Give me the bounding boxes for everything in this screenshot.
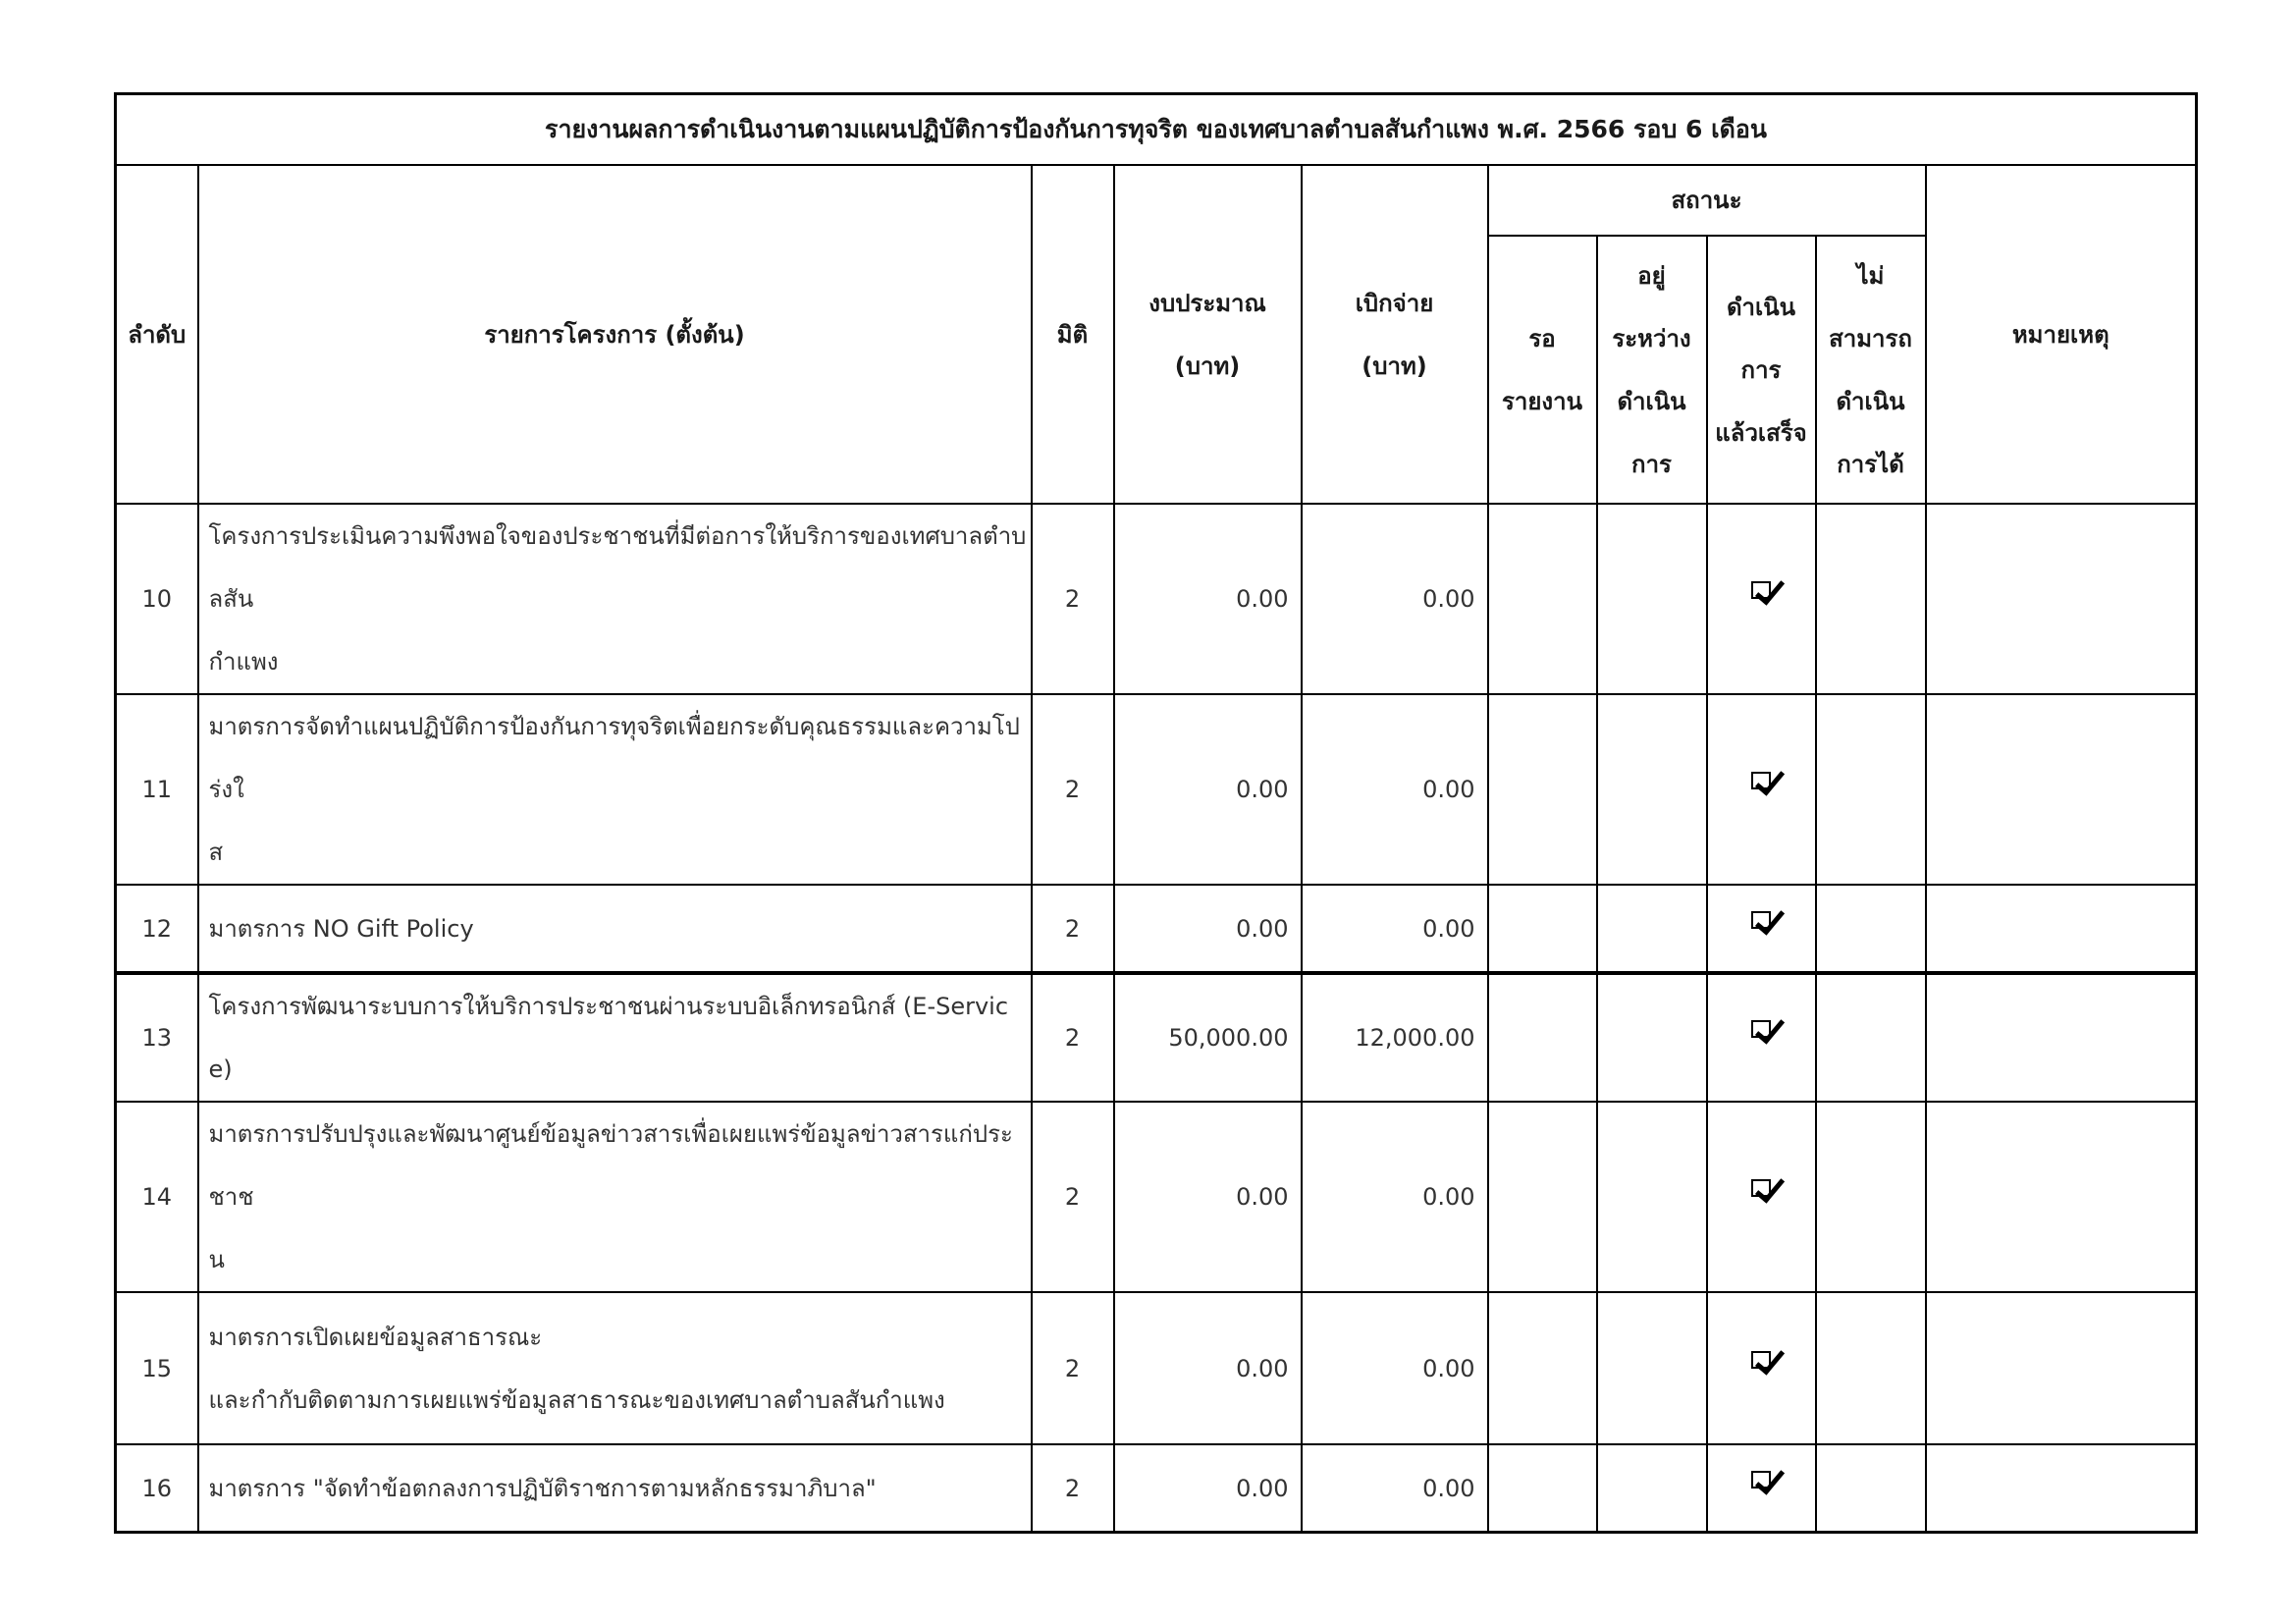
row-status-pending — [1488, 504, 1597, 694]
header-budget-line2: (บาท) — [1174, 352, 1241, 380]
row-status-cannot — [1816, 1292, 1926, 1444]
row-spent: 0.00 — [1302, 1292, 1488, 1444]
row-no: 13 — [116, 973, 198, 1102]
row-project-name — [198, 885, 1032, 973]
header-no: ลำดับ — [116, 165, 198, 504]
title-row — [116, 94, 2197, 166]
header-status-cannot — [1816, 236, 1926, 504]
header-status-done — [1707, 236, 1816, 504]
table-row — [116, 885, 2197, 973]
row-budget: 50,000.00 — [1114, 973, 1302, 1102]
row-status-pending — [1488, 1102, 1597, 1292]
row-remarks — [1926, 1292, 2197, 1444]
row-status-done — [1707, 1102, 1816, 1292]
header-status-pending — [1488, 236, 1597, 504]
row-status-in-progress — [1597, 504, 1707, 694]
row-project-name-line2: น — [208, 1246, 225, 1273]
table-row — [116, 1292, 2197, 1444]
header-status-done-line3: แล้วเสร็จ — [1715, 418, 1807, 447]
row-remarks — [1926, 973, 2197, 1102]
row-project-name — [198, 504, 1032, 694]
row-project-name-line2: ส — [208, 839, 224, 866]
row-project-name — [198, 694, 1032, 885]
row-remarks — [1926, 885, 2197, 973]
row-dimension: 2 — [1032, 504, 1114, 694]
row-budget: 0.00 — [1114, 504, 1302, 694]
row-budget: 0.00 — [1114, 1102, 1302, 1292]
row-project-name-line1: โครงการประเมินความพึงพอใจของประชาชนที่มีต่อการให้บริการของเทศบาลตำบลสัน — [208, 522, 1027, 613]
header-status-pending-line2: รายงาน — [1501, 387, 1583, 415]
row-status-done — [1707, 885, 1816, 973]
report-title: รายงานผลการดำเนินงานตามแผนปฏิบัติการป้องกันการทุจริต ของเทศบาลตำบลสันกำแพง พ.ศ. 2566 รอบ 6 เดือน — [116, 94, 2197, 166]
row-status-done — [1707, 1444, 1816, 1533]
row-project-name-line1: โครงการพัฒนาระบบการให้บริการประชาชนผ่านระบบอิเล็กทรอนิกส์ (E-Service) — [208, 993, 1009, 1083]
header-status: สถานะ — [1488, 165, 1926, 236]
row-status-in-progress — [1597, 1102, 1707, 1292]
row-status-done — [1707, 694, 1816, 885]
checked-box-icon — [1751, 911, 1771, 929]
header-status-done-line2: การ — [1740, 355, 1782, 384]
checked-box-icon — [1751, 581, 1771, 599]
row-project-name-line1: มาตรการเปิดเผยข้อมูลสาธารณะ — [208, 1323, 543, 1351]
row-spent: 0.00 — [1302, 694, 1488, 885]
header-status-in-progress-line3: ดำเนิน — [1617, 387, 1686, 415]
row-status-cannot — [1816, 973, 1926, 1102]
row-project-name-line1: มาตรการปรับปรุงและพัฒนาศูนย์ข้อมูลข่าวสารเพื่อเผยแพร่ข้อมูลข่าวสารแก่ประชาช — [208, 1120, 1013, 1211]
checked-box-icon — [1751, 1179, 1771, 1197]
row-project-name-line1: มาตรการ NO Gift Policy — [208, 914, 474, 943]
row-project-name — [198, 973, 1032, 1102]
row-budget: 0.00 — [1114, 1292, 1302, 1444]
row-dimension: 2 — [1032, 1102, 1114, 1292]
header-spent — [1302, 165, 1488, 504]
row-budget: 0.00 — [1114, 694, 1302, 885]
checked-box-icon — [1751, 1020, 1771, 1038]
row-status-cannot — [1816, 504, 1926, 694]
row-status-cannot — [1816, 1444, 1926, 1533]
header-row-top — [116, 165, 2197, 236]
header-budget-line1: งบประมาณ — [1148, 289, 1266, 317]
table-row — [116, 694, 2197, 885]
row-no: 10 — [116, 504, 198, 694]
header-status-cannot-line4: การได้ — [1837, 450, 1904, 478]
row-no: 15 — [116, 1292, 198, 1444]
table-row — [116, 1102, 2197, 1292]
header-project: รายการโครงการ (ตั้งต้น) — [198, 165, 1032, 504]
row-remarks — [1926, 1444, 2197, 1533]
header-status-in-progress-line1: อยู่ — [1637, 261, 1666, 290]
row-project-name-line1: มาตรการจัดทำแผนปฏิบัติการป้องกันการทุจริตเพื่อยกระดับคุณธรรมและความโปร่งใ — [208, 713, 1020, 803]
header-status-in-progress-line4: การ — [1631, 450, 1672, 478]
row-status-pending — [1488, 973, 1597, 1102]
row-status-done — [1707, 1292, 1816, 1444]
row-status-pending — [1488, 885, 1597, 973]
header-status-in-progress — [1597, 236, 1707, 504]
row-spent: 0.00 — [1302, 1102, 1488, 1292]
header-spent-line1: เบิกจ่าย — [1355, 289, 1434, 317]
row-status-in-progress — [1597, 1444, 1707, 1533]
report-table — [114, 92, 2198, 1534]
row-dimension: 2 — [1032, 1292, 1114, 1444]
header-status-cannot-line2: สามารถ — [1829, 324, 1912, 352]
checked-box-icon — [1751, 1351, 1771, 1369]
row-status-in-progress — [1597, 885, 1707, 973]
row-project-name — [198, 1102, 1032, 1292]
row-spent: 0.00 — [1302, 1444, 1488, 1533]
header-remarks: หมายเหตุ — [1926, 165, 2197, 504]
row-status-in-progress — [1597, 973, 1707, 1102]
row-status-pending — [1488, 1292, 1597, 1444]
row-remarks — [1926, 1102, 2197, 1292]
row-status-in-progress — [1597, 694, 1707, 885]
table-row — [116, 1444, 2197, 1533]
checked-box-icon — [1751, 772, 1771, 789]
row-spent: 0.00 — [1302, 504, 1488, 694]
row-status-cannot — [1816, 885, 1926, 973]
row-dimension: 2 — [1032, 1444, 1114, 1533]
row-no: 11 — [116, 694, 198, 885]
row-status-pending — [1488, 694, 1597, 885]
row-remarks — [1926, 694, 2197, 885]
row-status-done — [1707, 504, 1816, 694]
row-project-name — [198, 1292, 1032, 1444]
row-spent: 12,000.00 — [1302, 973, 1488, 1102]
row-remarks — [1926, 504, 2197, 694]
header-budget — [1114, 165, 1302, 504]
row-spent: 0.00 — [1302, 885, 1488, 973]
table-row — [116, 973, 2197, 1102]
row-status-cannot — [1816, 694, 1926, 885]
header-status-cannot-line1: ไม่ — [1856, 261, 1885, 290]
header-status-done-line1: ดำเนิน — [1726, 293, 1796, 321]
row-status-done — [1707, 973, 1816, 1102]
row-status-in-progress — [1597, 1292, 1707, 1444]
row-dimension: 2 — [1032, 694, 1114, 885]
header-spent-line2: (บาท) — [1362, 352, 1427, 380]
header-status-in-progress-line2: ระหว่าง — [1612, 324, 1691, 352]
checked-box-icon — [1751, 1471, 1771, 1489]
header-status-cannot-line3: ดำเนิน — [1836, 387, 1905, 415]
row-project-name — [198, 1444, 1032, 1533]
header-dimension: มิติ — [1032, 165, 1114, 504]
table-row — [116, 504, 2197, 694]
row-no: 14 — [116, 1102, 198, 1292]
row-status-cannot — [1816, 1102, 1926, 1292]
row-no: 16 — [116, 1444, 198, 1533]
row-project-name-line2: กำแพง — [208, 648, 279, 676]
row-dimension: 2 — [1032, 885, 1114, 973]
row-project-name-line1: มาตรการ "จัดทำข้อตกลงการปฏิบัติราชการตามหลักธรรมาภิบาล" — [208, 1474, 877, 1502]
row-no: 12 — [116, 885, 198, 973]
row-status-pending — [1488, 1444, 1597, 1533]
row-budget: 0.00 — [1114, 885, 1302, 973]
row-project-name-line2: และกำกับติดตามการเผยแพร่ข้อมูลสาธารณะของเทศบาลตำบลสันกำแพง — [208, 1385, 945, 1414]
row-dimension: 2 — [1032, 973, 1114, 1102]
header-status-pending-line1: รอ — [1528, 324, 1556, 352]
row-budget: 0.00 — [1114, 1444, 1302, 1533]
